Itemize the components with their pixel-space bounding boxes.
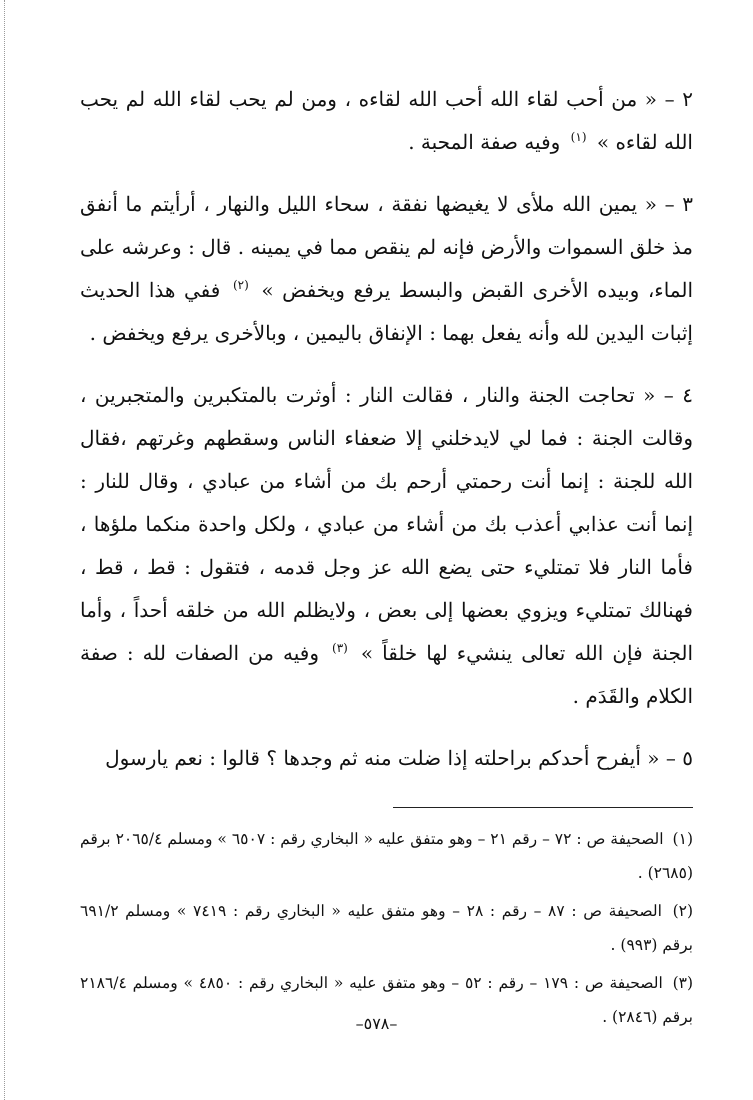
hadith-paragraph-5: [80, 737, 693, 780]
paragraph-number: ٤ –: [663, 383, 693, 407]
paragraph-number: ٥ –: [665, 746, 693, 770]
footnote-text: الصحيفة ص : ١٧٩ – رقم : ٥٢ – وهو متفق عليه « البخاري رقم : ٤٨٥٠ » ومسلم ٢١٨٦/٤ برقم (٢٨٤٦) .: [80, 974, 693, 1026]
hadith-paragraph-3: [80, 183, 693, 355]
hadith-text: « تحاجت الجنة والنار ، فقالت النار : أوثرت بالمتكبرين والمتجبرين ، وقالت الجنة : فما لي لايدخلني إلا ضعفاء الناس وسقطهم وغرتهم ،فقال الله للجنة : إنما أنت رحمتي أرحم بك من أشاء من عبادي ، وقال للنار : إنما أنت عذابي أعذب بك من أشاء من عبادي ، ولكل واحدة منكما ملؤها ، فأما النار فلا تمتليء حتى يضع الله عز وجل قدمه ، فتقول : قط ، قط ، فهنالك تمتليء ويزوي بعضها إلى بعض ، ولايظلم الله من خلقه أحداً ، وأما الجنة فإن الله تعالى ينشيء لها خلقاً »: [80, 383, 694, 665]
hadith-text: « أيفرح أحدكم براحلته إذا ضلت منه ثم وجدها ؟ قالوا : نعم يارسول: [105, 746, 660, 770]
commentary-text: وفيه صفة المحبة .: [408, 130, 561, 154]
footnote-reference: (٣): [332, 641, 348, 655]
hadith-text: « من أحب لقاء الله أحب الله لقاءه ، ومن لم يحب لقاء الله لم يحب الله لقاءه »: [80, 87, 693, 154]
paragraph-number: ٢ –: [664, 87, 693, 111]
scan-edge-dotted-line: [4, 0, 5, 1100]
hadith-paragraph-2: [80, 78, 693, 164]
commentary-text: ففي هذا الحديث إثبات اليدين لله وأنه يفعل بهما : الإنفاق باليمين ، وبالأخرى يرفع ويخفض .: [80, 278, 693, 345]
paragraph-number: ٣ –: [664, 192, 693, 216]
footnote-2: [80, 894, 693, 962]
footnote-number: (٣): [672, 974, 694, 992]
commentary-text: وفيه من الصفات لله : صفة الكلام والقَدَم .: [80, 641, 693, 708]
footnote-text: الصحيفة ص : ٨٧ – رقم : ٢٨ – وهو متفق عليه « البخاري رقم : ٧٤١٩ » ومسلم ٦٩١/٢ برقم (٩٩٣) .: [80, 902, 693, 954]
footnote-number: (٢): [672, 902, 694, 920]
document-page: [80, 78, 693, 1068]
footnotes: [80, 822, 693, 1034]
footnote-number: (١): [672, 830, 693, 848]
hadith-paragraph-4: [80, 374, 693, 718]
footnote-reference: (١): [570, 130, 587, 144]
footnote-separator: [393, 807, 693, 808]
page-number: –٥٧٨–: [355, 1014, 398, 1033]
footnote-reference: (٢): [232, 278, 249, 292]
hadith-text: « يمين الله ملأى لا يغيضها نفقة ، سحاء الليل والنهار ، أرأيتم ما أنفق مذ خلق السموات والأرض فإنه لم ينقص مما في يمينه . قال : وعرشه على الماء، وبيده الأخرى القبض والبسط يرفع ويخفض »: [80, 192, 694, 302]
footnote-text: الصحيفة ص : ٧٢ – رقم ٢١ – وهو متفق عليه « البخاري رقم : ٦٥٠٧ » ومسلم ٢٠٦٥/٤ برقم (٢٦٨٥) .: [80, 830, 693, 882]
footnote-1: [80, 822, 693, 890]
